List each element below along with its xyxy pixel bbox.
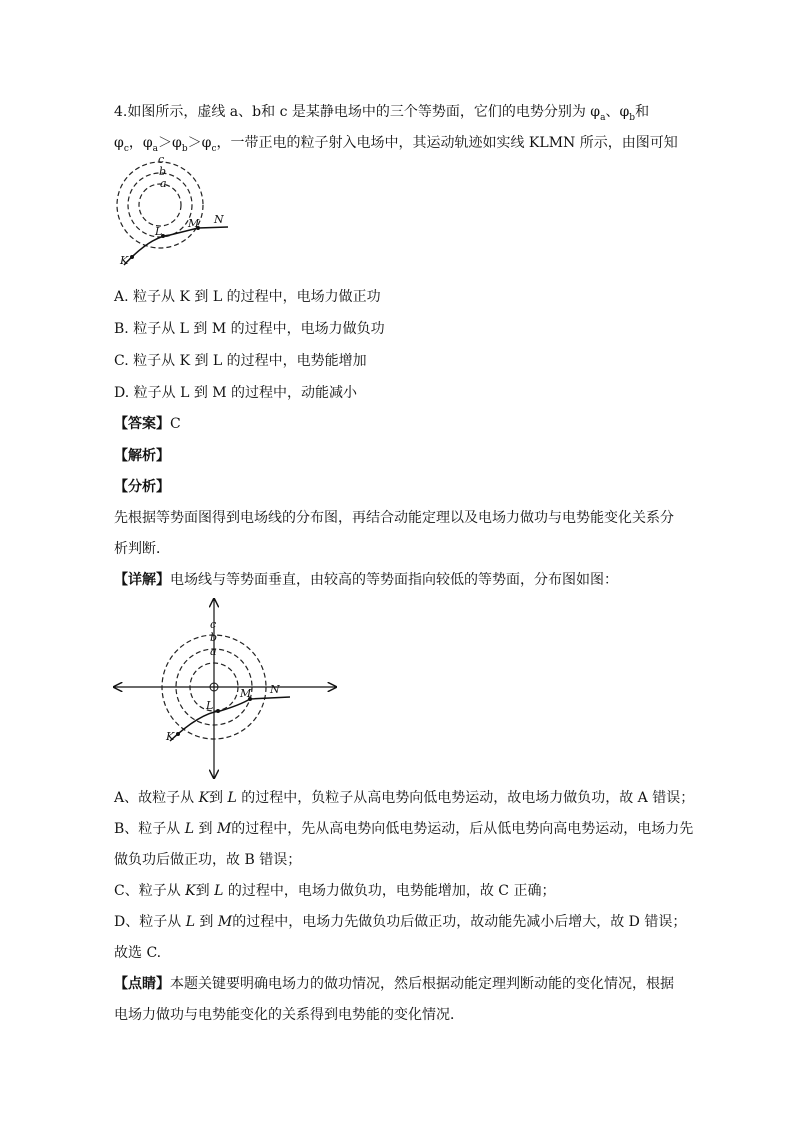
subscript: a xyxy=(600,112,606,123)
subscript: b xyxy=(181,143,188,154)
symbol: L xyxy=(185,914,195,930)
analysis-tag: 【解析】 xyxy=(114,448,170,464)
equipotential-a xyxy=(139,184,181,226)
label-c: c xyxy=(210,618,217,631)
point-k xyxy=(176,732,180,736)
symbol: K xyxy=(185,883,196,899)
answer-value: C xyxy=(170,416,181,432)
figure-field-lines-2 xyxy=(110,595,342,783)
question-text: 、φ xyxy=(605,104,630,120)
text: 到 xyxy=(194,914,218,930)
label-m: M xyxy=(188,217,200,230)
point-l xyxy=(216,709,220,713)
question-text: ＞φ xyxy=(158,135,182,151)
dianjing-tag: 【点睛】 xyxy=(114,976,170,992)
text: 到 xyxy=(209,790,228,806)
label-k: K xyxy=(120,254,129,267)
answer-line xyxy=(114,414,181,434)
symbol: L xyxy=(184,821,195,837)
text: 到 xyxy=(194,821,217,837)
explanation-c xyxy=(114,881,555,901)
label-l: L xyxy=(206,699,214,712)
question-text: 和 xyxy=(635,104,650,120)
label-b: b xyxy=(159,165,167,178)
option-c: C. 粒子从 K 到 L 的过程中，电势能增加 xyxy=(114,353,367,369)
symbol: K xyxy=(198,790,210,806)
dianjing-line-2: 电场力做功与电势能变化的关系得到电势能的变化情况． xyxy=(114,1007,464,1023)
question-text: ＞φ xyxy=(187,135,212,151)
text: 到 xyxy=(195,883,215,899)
fenxi-line-1: 先根据等势面图得到电场线的分布图，再结合动能定理以及电场力做功与电势能变化关系分 xyxy=(114,510,674,526)
label-n: N xyxy=(214,213,224,226)
dianjing-line-1 xyxy=(114,974,674,994)
explanation-d xyxy=(114,912,686,932)
symbol: M xyxy=(216,821,232,837)
explanation-a xyxy=(114,788,694,808)
label-a: a xyxy=(160,177,167,190)
symbol: L xyxy=(227,790,237,806)
text: 的过程中，电场力做负功，电势能增加，故 C 正确； xyxy=(223,883,556,899)
figure-equipotential-1 xyxy=(110,155,250,275)
text: D、粒子从 xyxy=(114,914,186,930)
subscript: b xyxy=(629,112,636,123)
point-k xyxy=(130,255,134,259)
explanation-b-2: 做负功后做正功，故 B 错误； xyxy=(114,852,302,868)
question-text: ，φ xyxy=(128,135,153,151)
explanation-b-1 xyxy=(114,819,693,839)
detail-text: 电场线与等势面垂直，由较高的等势面指向较低的等势面，分布图如图： xyxy=(170,572,618,588)
conclusion: 故选 C. xyxy=(114,945,162,961)
question-text: φ xyxy=(114,135,124,151)
text: 的过程中，负粒子从高电势向低电势运动，故电场力做负功，故 A 错误； xyxy=(236,790,695,806)
text: 的过程中，先从高电势向低电势运动，后从低电势向高电势运动，电场力先 xyxy=(231,821,694,837)
subscript: c xyxy=(211,143,217,154)
trajectory-klmn xyxy=(170,697,290,741)
label-c: c xyxy=(158,155,165,166)
text: 的过程中，电场力先做负功后做正功，故动能先减小后增大，故 D 错误； xyxy=(232,914,687,930)
label-b: b xyxy=(210,631,218,644)
question-line-1 xyxy=(114,102,649,128)
dianjing-text: 本题关键要明确电场力的做功情况，然后根据动能定理判断动能的变化情况，根据 xyxy=(170,976,674,992)
text: C、粒子从 xyxy=(114,883,186,899)
detail-line xyxy=(114,570,618,590)
text: A、故粒子从 xyxy=(114,790,199,806)
option-b: B. 粒子从 L 到 M 的过程中，电场力做负功 xyxy=(114,321,385,337)
fenxi-line-2: 析判断． xyxy=(114,541,170,557)
symbol: L xyxy=(214,883,224,899)
detail-tag: 【详解】 xyxy=(114,572,170,588)
question-text: 4.如图所示，虚线 a、b和 c 是某静电场中的三个等势面，它们的电势分别为 φ xyxy=(114,104,601,120)
text: B、粒子从 xyxy=(114,821,185,837)
label-m: M xyxy=(240,687,252,700)
label-n: N xyxy=(270,683,280,696)
fenxi-tag: 【分析】 xyxy=(114,479,170,495)
option-a: A. 粒子从 K 到 L 的过程中，电场力做正功 xyxy=(114,289,381,305)
question-text: ，一带正电的粒子射入电场中，其运动轨迹如实线 KLMN 所示，由图可知 xyxy=(216,135,678,151)
subscript: c xyxy=(123,143,129,154)
subscript: a xyxy=(152,143,159,154)
label-k: K xyxy=(166,730,175,743)
label-a: a xyxy=(210,645,217,658)
label-l: L xyxy=(155,225,163,238)
symbol: M xyxy=(217,914,233,930)
answer-tag: 【答案】 xyxy=(114,416,170,432)
option-d: D. 粒子从 L 到 M 的过程中，动能减小 xyxy=(114,385,358,401)
